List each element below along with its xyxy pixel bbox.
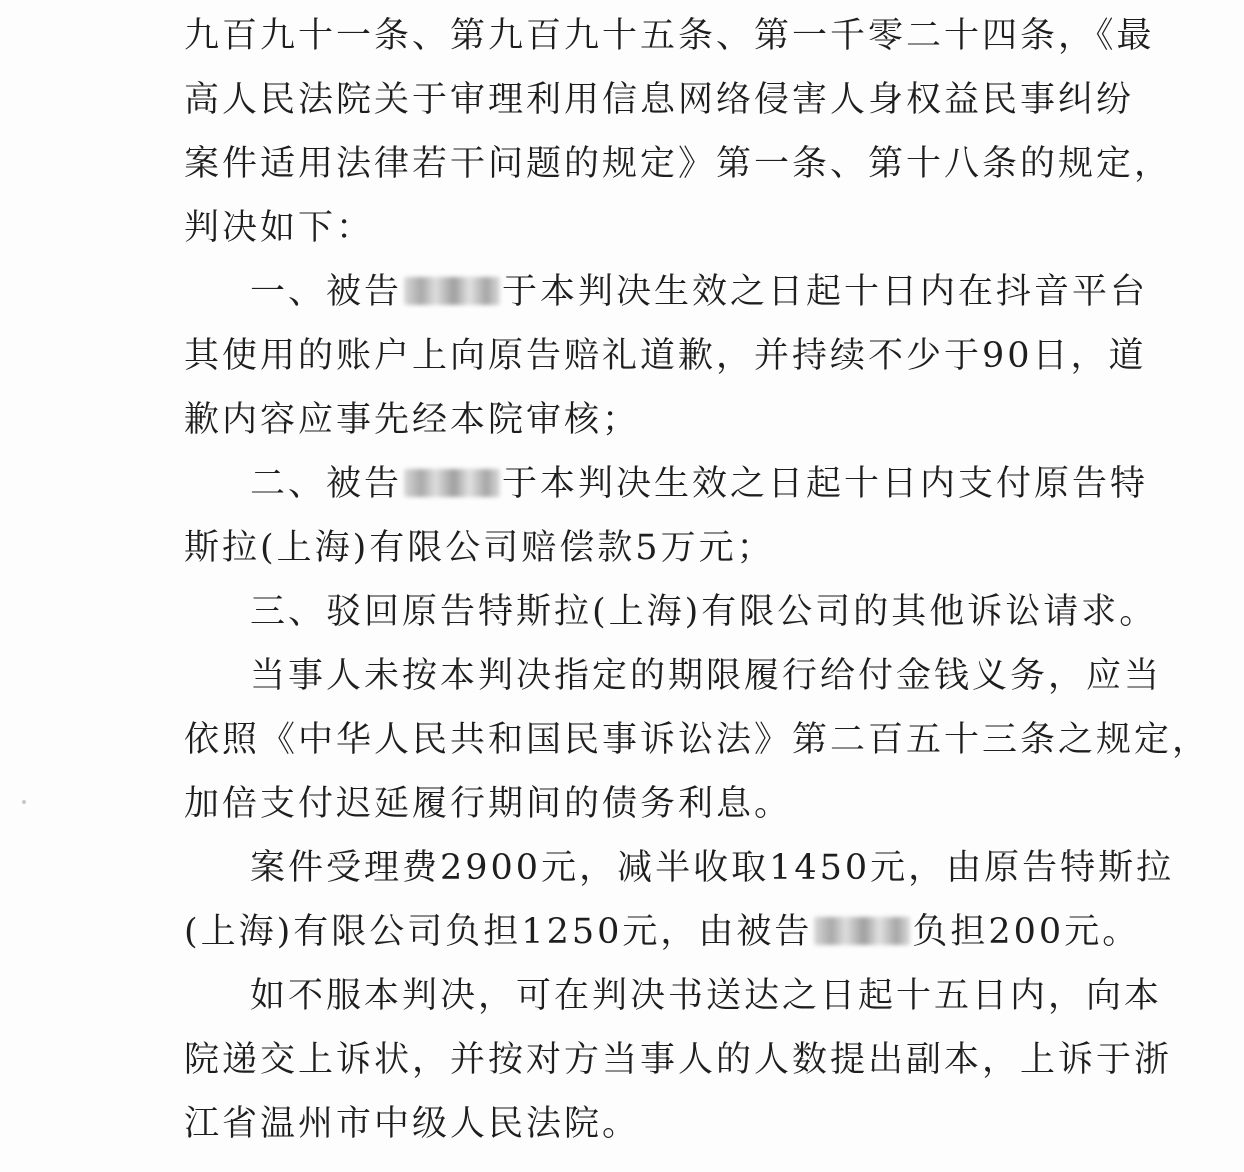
- ruling-item-2-prefix: 二、被告: [250, 464, 403, 504]
- text-line-2: 高人民法院关于审理利用信息网络侵害人身权益民事纠纷: [184, 80, 1135, 120]
- text-line-3: 案件适用法律若干问题的规定》第一条、第十八条的规定，: [184, 144, 1173, 184]
- fee-line-2-text: (上海)有限公司负担1250元，由被告: [184, 912, 813, 952]
- ruling-item-3: 三、驳回原告特斯拉(上海)有限公司的其他诉讼请求。: [250, 592, 1158, 632]
- enforcement-line-3: 加倍支付迟延履行期间的债务利息。: [184, 784, 793, 824]
- redacted-defendant-name: [404, 277, 500, 305]
- appeal-line-2: 院递交上诉状，并按对方当事人的人数提出副本，上诉于浙: [184, 1040, 1173, 1080]
- ruling-item-2-text: 于本判决生效之日起十日内支付原告特: [502, 464, 1149, 504]
- ruling-item-1-line-2: 其使用的账户上向原告赔礼道歉，并持续不少于90日，道: [184, 336, 1147, 376]
- enforcement-line-2: 依照《中华人民共和国民事诉讼法》第二百五十三条之规定，: [184, 720, 1211, 760]
- appeal-line-1: 如不服本判决，可在判决书送达之日起十五日内，向本: [250, 976, 1163, 1016]
- text-line-4: 判决如下：: [184, 208, 375, 248]
- scan-speck: [22, 800, 26, 804]
- ruling-item-1-line-1: [250, 270, 1148, 314]
- appeal-line-3: 江省温州市中级人民法院。: [184, 1104, 641, 1144]
- ruling-item-1-line-3: 歉内容应事先经本院审核；: [184, 400, 641, 440]
- fee-line-2: [184, 910, 1140, 954]
- ruling-item-1-text: 于本判决生效之日起十日内在抖音平台: [502, 272, 1149, 312]
- redacted-defendant-name: [814, 917, 910, 945]
- ruling-item-2-line-2: 斯拉(上海)有限公司赔偿款5万元；: [184, 528, 775, 568]
- text-line-1: 九百九十一条、第九百九十五条、第一千零二十四条，《最: [184, 16, 1155, 56]
- fee-line-1: 案件受理费2900元，减半收取1450元，由原告特斯拉: [250, 848, 1175, 888]
- ruling-item-1-prefix: 一、被告: [250, 272, 403, 312]
- redacted-defendant-name: [404, 469, 500, 497]
- fee-line-2-tail: 负担200元。: [912, 912, 1141, 952]
- ruling-item-2-line-1: [250, 462, 1148, 506]
- enforcement-line-1: 当事人未按本判决指定的期限履行给付金钱义务，应当: [250, 656, 1163, 696]
